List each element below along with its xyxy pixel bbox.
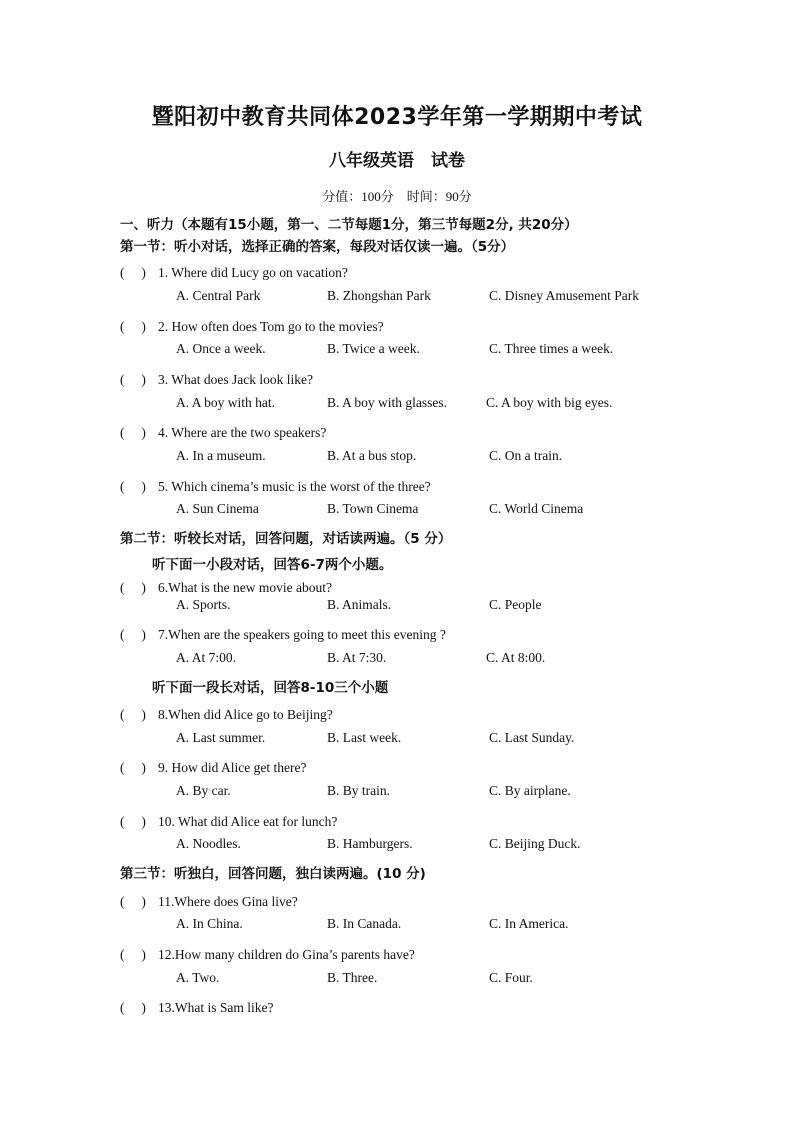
option-c: C. People [489,597,542,612]
question-text: 13.What is Sam like? [158,1000,274,1015]
option-a: A. Sports. [176,597,231,612]
question-6 [120,576,332,596]
section-subheading-2b: 听下面一段长对话，回答8-10三个小题 [152,680,389,696]
option-a: A. In China. [176,916,243,931]
answer-blank[interactable]: ( ) [120,425,146,440]
exam-subtitle: 八年级英语 试卷 [329,151,465,171]
answer-blank[interactable]: ( ) [120,580,146,595]
option-b: B. At a bus stop. [327,448,417,463]
option-a: A. A boy with hat. [176,395,276,410]
section-heading-3: 第三节：听独白，回答问题，独白读两遍。(10 分) [120,866,426,882]
option-b: B. Three. [327,970,378,985]
question-text: 8.When did Alice go to Beijing? [158,707,333,722]
option-c: C. At 8:00. [486,650,546,665]
option-c: C. Four. [489,970,533,985]
option-b: B. Animals. [327,597,392,612]
question-5 [120,475,431,495]
question-11 [120,890,298,910]
question-2 [120,315,384,335]
option-b: B. Town Cinema [327,501,419,516]
answer-blank[interactable]: ( ) [120,894,146,909]
question-12 [120,943,415,963]
option-a: A. Sun Cinema [176,501,259,516]
answer-blank[interactable]: ( ) [120,707,146,722]
question-text: 5. Which cinema’s music is the worst of the three? [158,479,431,494]
answer-blank[interactable]: ( ) [120,372,146,387]
option-b: B. Zhongshan Park [327,288,431,303]
option-b: B. A boy with glasses. [327,395,448,410]
option-b: B. In Canada. [327,916,402,931]
option-c: C. Beijing Duck. [489,836,581,851]
part-heading-listening: 一、听力（本题有15小题，第一、二节每题1分，第三节每题2分, 共20分） [120,217,578,233]
answer-blank[interactable]: ( ) [120,947,146,962]
option-b: B. By train. [327,783,390,798]
question-text: 12.How many children do Gina’s parents have? [158,947,415,962]
option-c: C. By airplane. [489,783,571,798]
option-c: C. On a train. [489,448,563,463]
question-9 [120,756,306,776]
option-b: B. Hamburgers. [327,836,413,851]
option-b: B. Last week. [327,730,402,745]
question-text: 2. How often does Tom go to the movies? [158,319,384,334]
option-c: C. A boy with big eyes. [486,395,613,410]
option-a: A. Once a week. [176,341,266,356]
question-13 [120,996,273,1016]
option-a: A. Noodles. [176,836,241,851]
exam-title: 暨阳初中教育共同体2023学年第一学期期中考试 [151,105,643,130]
question-4 [120,421,326,441]
option-b: B. Twice a week. [327,341,420,356]
question-8 [120,703,333,723]
option-c: C. Disney Amusement Park [489,288,639,303]
answer-blank[interactable]: ( ) [120,1000,146,1015]
question-text: 9. How did Alice get there? [158,760,307,775]
answer-blank[interactable]: ( ) [120,760,146,775]
answer-blank[interactable]: ( ) [120,814,146,829]
answer-blank[interactable]: ( ) [120,265,146,280]
question-10 [120,810,337,830]
answer-blank[interactable]: ( ) [120,319,146,334]
question-text: 3. What does Jack look like? [158,372,313,387]
option-b: B. At 7:30. [327,650,387,665]
section-heading-1: 第一节：听小对话，选择正确的答案，每段对话仅读一遍。（5分） [120,239,515,255]
option-a: A. By car. [176,783,231,798]
option-a: A. Last summer. [176,730,266,745]
answer-blank[interactable]: ( ) [120,627,146,642]
question-text: 4. Where are the two speakers? [158,425,327,440]
question-1 [120,261,348,281]
option-a: A. Central Park [176,288,261,303]
option-c: C. Last Sunday. [489,730,575,745]
option-a: A. Two. [176,970,220,985]
question-text: 11.Where does Gina live? [158,894,298,909]
option-a: A. In a museum. [176,448,266,463]
question-text: 6.What is the new movie about? [158,580,332,595]
question-7 [120,623,446,643]
option-c: C. Three times a week. [489,341,614,356]
option-c: C. In America. [489,916,569,931]
score-time-info: 分值：100分 时间：90分 [322,189,472,204]
question-text: 10. What did Alice eat for lunch? [158,814,338,829]
question-text: 1. Where did Lucy go on vacation? [158,265,348,280]
section-subheading-2a: 听下面一小段对话，回答6-7两个小题。 [152,557,393,573]
question-3 [120,368,313,388]
question-text: 7.When are the speakers going to meet this evening ? [158,627,446,642]
answer-blank[interactable]: ( ) [120,479,146,494]
option-c: C. World Cinema [489,501,584,516]
option-a: A. At 7:00. [176,650,237,665]
section-heading-2: 第二节：听较长对话，回答问题，对话读两遍。（5 分） [120,531,452,547]
